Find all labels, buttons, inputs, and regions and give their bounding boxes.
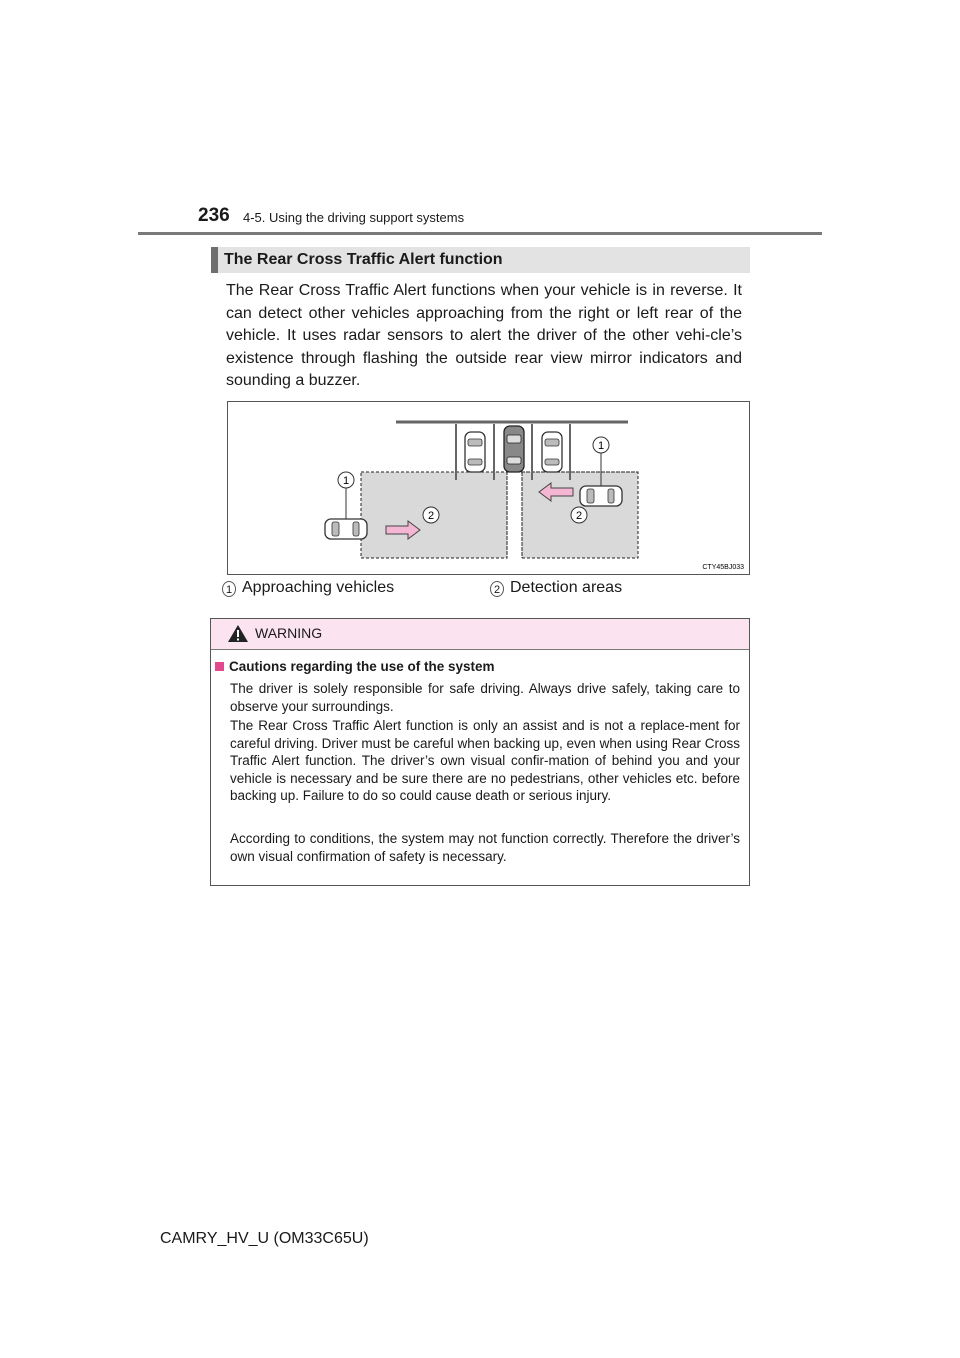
svg-text:1: 1 (342, 475, 350, 487)
legend-label: Detection areas (510, 579, 623, 596)
figure-code: CTY45BJ033 (702, 564, 744, 571)
warning-header (211, 619, 749, 650)
warning-paragraph: The Rear Cross Traffic Alert function is only an assist and is not a replace-ment for careful driving. Driver must be careful when backing up, even when using Rear Cross Traffic Alert function. The driver’s own visual confir-mation of behind you and your vehicle is necessary and be sure there are no pedestrians, other vehicles etc. before backing up. Failure to do so could cause death or serious injury. (230, 718, 740, 803)
svg-text:2: 2 (575, 510, 583, 522)
legend-number: 1 (222, 581, 236, 597)
legend-number: 2 (490, 581, 504, 597)
topic-heading-bar (211, 247, 750, 273)
warning-paragraph: The driver is solely responsible for safe driving. Always drive safely, taking care to observe your surroundings. (230, 681, 740, 714)
callout-2-right (571, 507, 587, 523)
warning-paragraph: According to conditions, the system may not function correctly. Therefore the driver’s own visual confirmation of safety is necessary. (230, 831, 740, 864)
warning-box (210, 618, 750, 886)
svg-text:1: 1 (597, 440, 605, 452)
callout-2-left (423, 507, 439, 523)
approaching-car-left (325, 519, 367, 539)
intro-paragraph: The Rear Cross Traffic Alert functions when your vehicle is in reverse. It can detect other vehicles approaching from the right or left rear of the vehicle. It uses radar sensors to alert the driver of the other vehi-cle’s existence through flashing the outside rear view mirror indicators and sounding a buzzer. (226, 282, 742, 389)
rcta-illustration (227, 401, 750, 575)
svg-text:2: 2 (427, 510, 435, 522)
parking-diagram (228, 402, 749, 574)
header-divider (138, 232, 822, 235)
parked-car-3 (542, 432, 562, 472)
callout-1-left (338, 472, 354, 488)
legend-label: Approaching vehicles (242, 579, 395, 596)
topic-title: The Rear Cross Traffic Alert function (224, 251, 503, 268)
footer-model-code: CAMRY_HV_U (OM33C65U) (160, 1230, 369, 1247)
page-number: 236 (198, 205, 230, 226)
topic-accent (211, 247, 218, 273)
bullet-square-icon (215, 662, 224, 671)
parked-car-1 (465, 432, 485, 472)
parked-car-2 (504, 426, 524, 472)
callout-1-right (593, 437, 609, 453)
section-header: 4-5. Using the driving support systems (243, 210, 465, 225)
caution-title: Cautions regarding the use of the system (229, 659, 495, 674)
approaching-car-right (580, 486, 622, 506)
warning-label: WARNING (255, 625, 323, 641)
warning-triangle-icon (227, 624, 249, 643)
caution-heading (215, 659, 495, 674)
